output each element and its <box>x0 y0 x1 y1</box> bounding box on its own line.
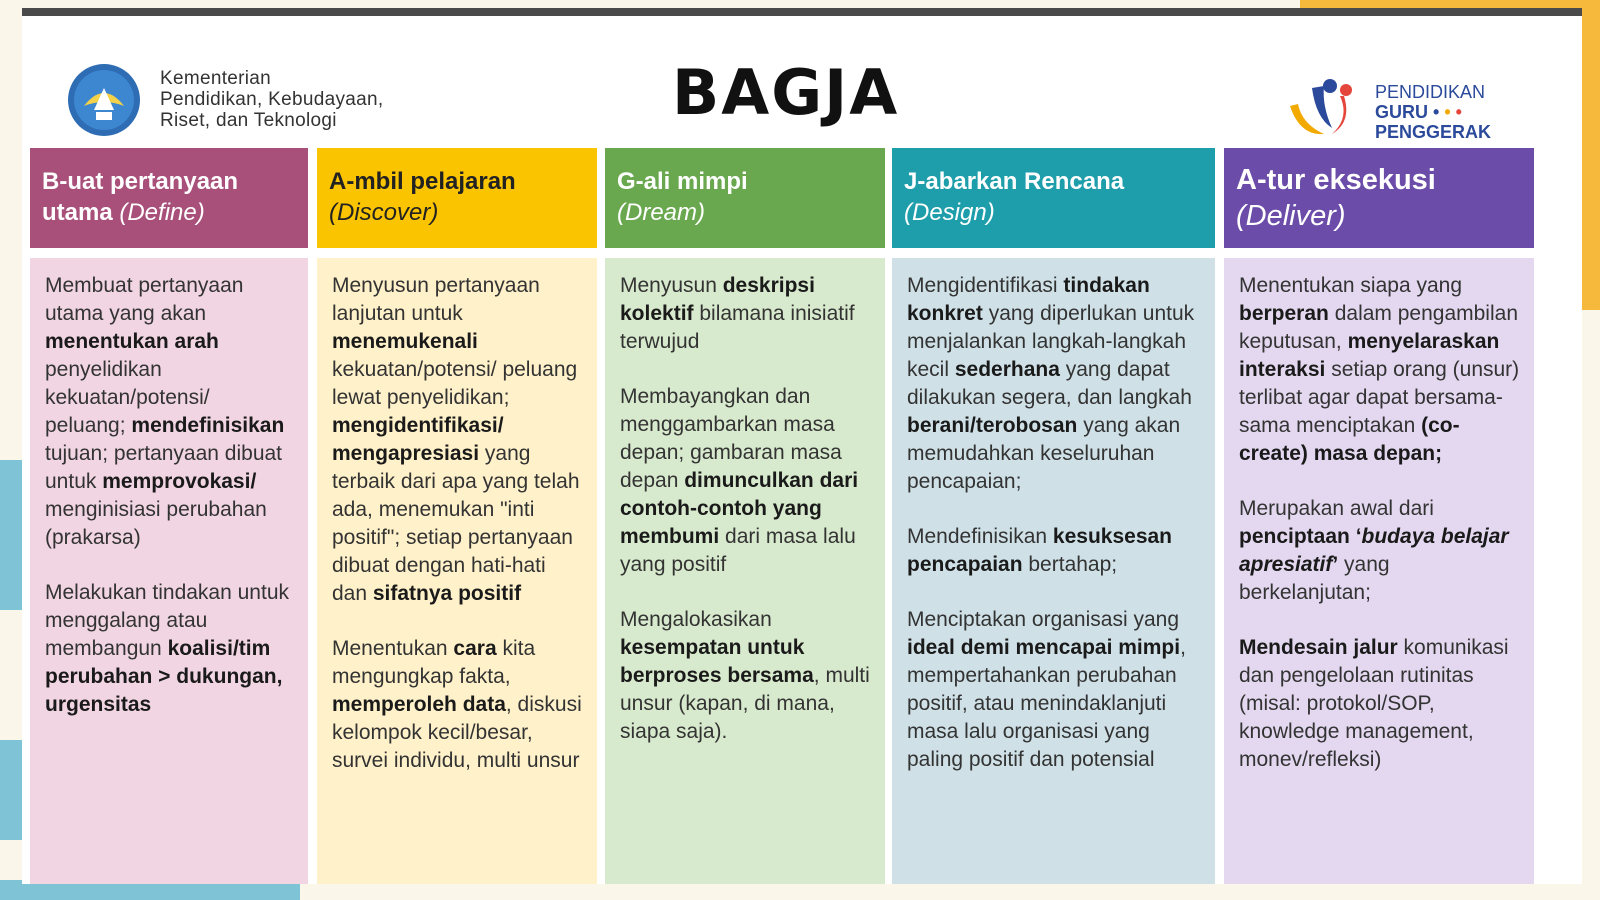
description-paragraph <box>907 523 1201 579</box>
bold-text-run: ’ <box>1332 553 1339 576</box>
text-run: tujuan; pertanyaan dibuat untuk <box>45 442 283 493</box>
text-run: Mengidentifikasi <box>907 274 1064 297</box>
text-run: kekuatan/potensi/ peluang lewat penyelidikan; <box>332 358 578 409</box>
text-run: menginisiasi perubahan (prakarsa) <box>45 498 267 549</box>
text-run: Merupakan awal dari <box>1239 497 1434 520</box>
text-run: dari masa lalu yang positif <box>620 525 856 576</box>
text-run: , multi unsur (kapan, di mana, siapa saja). <box>620 664 870 743</box>
text-run: Membayangkan dan menggambarkan masa depan; gambaran masa depan <box>620 385 842 492</box>
text-run: Mendefinisikan <box>907 525 1053 548</box>
bold-text-run: menyelaraskan interaksi <box>1239 330 1500 381</box>
column-title: B-uat pertanyaan utama <box>42 168 239 226</box>
text-run: bilamana inisiatif terwujud <box>620 302 855 353</box>
text-run: Menentukan siapa yang <box>1239 274 1462 297</box>
description-paragraph <box>907 606 1201 774</box>
description-paragraph <box>620 272 871 356</box>
column-subtitle: (Discover) <box>329 199 439 226</box>
text-run: kita mengungkap fakta, <box>332 637 536 688</box>
bold-text-run: sifatnya positif <box>372 582 522 605</box>
ministry-line: Riset, dan Teknologi <box>160 110 337 131</box>
bold-text-run: Mendesain jalur <box>1239 636 1398 659</box>
column-deliver <box>1224 148 1534 884</box>
text-run: yang diperlukan untuk menjalankan langkah-langkah kecil <box>907 302 1195 381</box>
bold-text-run: koalisi/tim perubahan > dukungan, urgensitas <box>45 637 283 716</box>
text-run: Menentukan <box>332 637 454 660</box>
description-paragraph <box>1239 634 1520 774</box>
tut-wuri-handayani-logo-icon <box>66 62 142 138</box>
description-paragraph <box>45 579 294 719</box>
description-paragraph <box>907 272 1201 496</box>
page-title: BAGJA <box>672 56 900 129</box>
bold-text-run: memprovokasi/ <box>102 470 257 493</box>
column-title: J-abarkan Rencana <box>904 168 1125 195</box>
slide-card <box>22 8 1582 884</box>
text-run: Mengalokasikan <box>620 608 772 631</box>
text-run: Melakukan tindakan untuk menggalang atau membangun <box>45 581 289 660</box>
description-paragraph <box>332 635 583 775</box>
description-paragraph <box>332 272 583 608</box>
text-run: Membuat pertanyaan utama yang akan <box>45 274 244 325</box>
text-run: , mempertahankan perubahan positif, atau menindaklanjuti masa lalu organisasi yang paling positif dan potensial <box>907 636 1186 771</box>
bold-text-run: cara <box>453 637 497 660</box>
description-paragraph <box>620 606 871 746</box>
column-discover <box>317 148 597 884</box>
text-run: setiap orang (unsur) terlibat agar dapat bersama-sama menciptakan <box>1239 358 1520 437</box>
column-body <box>892 258 1215 884</box>
column-subtitle: (Design) <box>904 199 995 226</box>
bold-text-run: berani/terobosan <box>907 414 1078 437</box>
column-header <box>30 148 308 248</box>
text-run: Menyusun pertanyaan lanjutan untuk <box>332 274 540 325</box>
bold-text-run: budaya belajar apresiatif <box>1239 525 1509 576</box>
column-body <box>605 258 885 884</box>
column-subtitle: (Deliver) <box>1236 200 1346 232</box>
description-paragraph <box>1239 272 1520 468</box>
column-title: G-ali mimpi <box>617 168 748 195</box>
text-run: Menyusun <box>620 274 723 297</box>
bold-text-run: tindakan konkret <box>907 274 1150 325</box>
brand-line: PENGGERAK <box>1375 122 1492 142</box>
text-run: yang dapat dilakukan segera, dan langkah <box>907 358 1192 409</box>
column-body <box>30 258 308 884</box>
column-design <box>892 148 1215 884</box>
bold-text-run: dimunculkan dari contoh-contoh yang membumi <box>620 469 859 548</box>
slide-header <box>22 16 1582 146</box>
column-body <box>317 258 597 884</box>
ministry-line: Pendidikan, Kebudayaan, <box>160 89 384 110</box>
column-dream <box>605 148 885 884</box>
text-run: bertahap; <box>1022 553 1118 576</box>
program-brand <box>1375 82 1491 142</box>
column-header <box>317 148 597 248</box>
dots-icon: • • • <box>1433 102 1462 122</box>
column-header <box>605 148 885 248</box>
column-title: A-mbil pelajaran <box>329 168 516 195</box>
bold-text-run: (co-create) masa depan; <box>1239 414 1460 465</box>
description-paragraph <box>620 383 871 579</box>
text-run: Menciptakan organisasi yang <box>907 608 1179 631</box>
bold-text-run: sederhana <box>954 358 1060 381</box>
bold-text-run: memperoleh data <box>332 693 506 716</box>
guru-penggerak-logo-icon <box>1282 66 1372 156</box>
bold-text-run: kesuksesan pencapaian <box>907 525 1173 576</box>
text-run: yang berkelanjutan; <box>1239 553 1390 604</box>
ministry-line: Kementerian <box>160 68 272 89</box>
column-header <box>1224 148 1534 248</box>
brand-line: GURU <box>1375 102 1428 122</box>
text-run: , diskusi kelompok kecil/besar, survei individu, multi unsur <box>332 693 582 772</box>
brand-line-row <box>1375 102 1491 122</box>
column-title: A-tur eksekusi <box>1236 164 1436 196</box>
bold-text-run: penciptaan ‘ <box>1239 525 1362 548</box>
bold-text-run: kesempatan untuk berproses bersama <box>620 636 814 687</box>
bold-text-run: mendefinisikan <box>131 414 285 437</box>
column-subtitle: (Dream) <box>617 199 705 226</box>
ministry-name <box>160 68 383 131</box>
bold-text-run: menentukan arah <box>45 330 219 353</box>
bold-text-run: deskripsi kolektif <box>620 274 815 325</box>
column-header <box>892 148 1215 248</box>
text-run: yang terbaik dari apa yang telah ada, menemukan "inti positif"; setiap pertanyaan dibuat dengan hati-hati dan <box>332 442 580 605</box>
text-run: penyelidikan kekuatan/potensi/ peluang; <box>45 358 210 437</box>
bold-text-run: ideal demi mencapai mimpi <box>907 636 1181 659</box>
description-paragraph <box>45 272 294 552</box>
text-run: yang akan memudahkan keseluruhan pencapaian; <box>907 414 1181 493</box>
bold-text-run: mengidentifikasi/ mengapresiasi <box>332 414 504 465</box>
column-define <box>30 148 308 884</box>
text-run: komunikasi dan pengelolaan rutinitas (misal: protokol/SOP, knowledge management, monev/refleksi) <box>1239 636 1509 771</box>
column-body <box>1224 258 1534 884</box>
text-run: dalam pengambilan keputusan, <box>1239 302 1518 353</box>
brand-line: PENDIDIKAN <box>1375 82 1486 102</box>
description-paragraph <box>1239 495 1520 607</box>
column-subtitle: (Define) <box>119 199 205 226</box>
bold-text-run: menemukenali <box>332 330 478 353</box>
bold-text-run: berperan <box>1239 302 1329 325</box>
